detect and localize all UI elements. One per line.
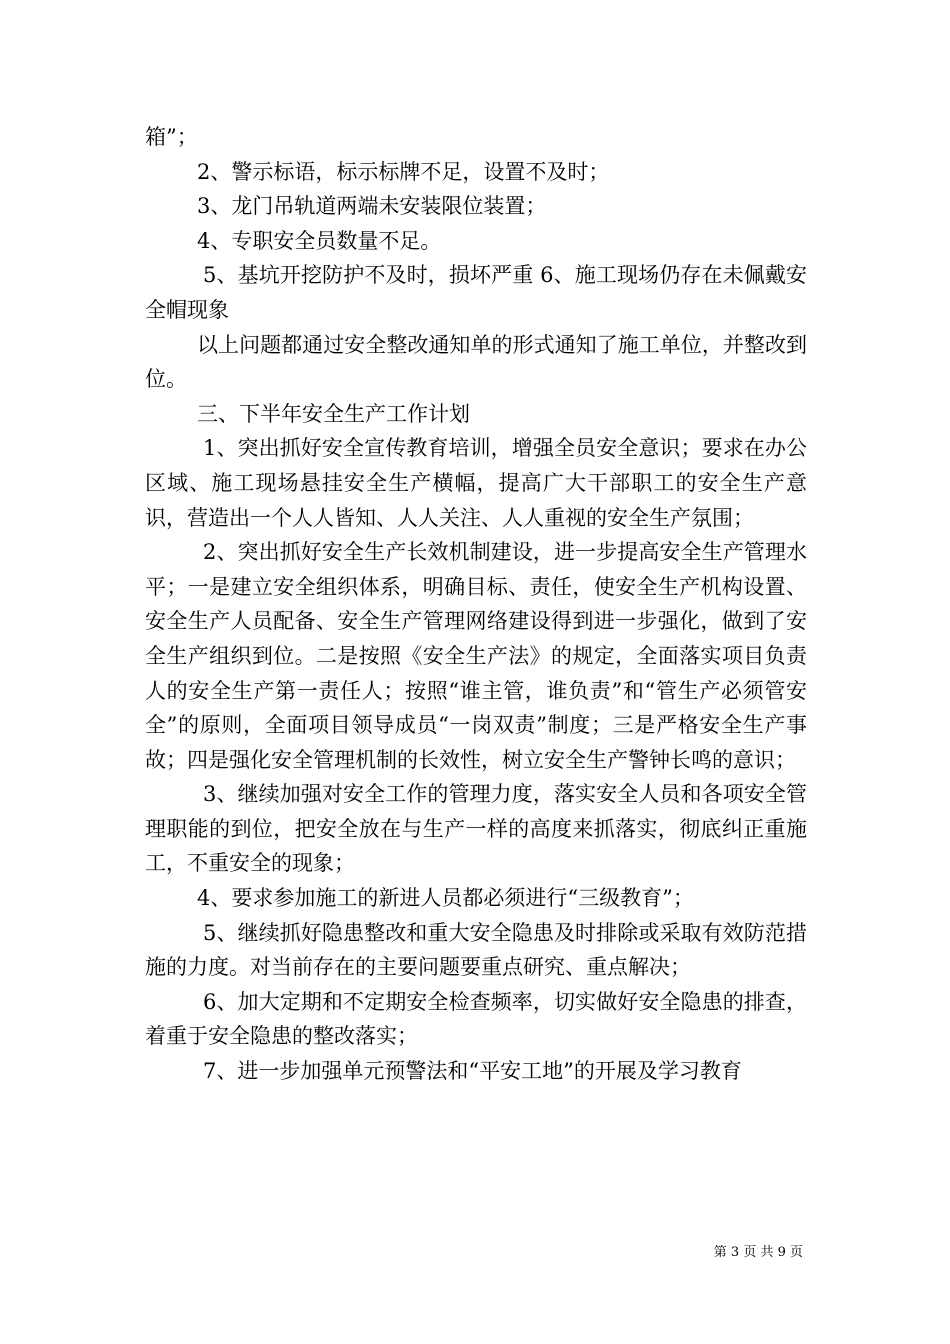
document-body (145, 120, 807, 1089)
plan-item-6: 6、加大定期和不定期安全检查频率，切实做好安全隐患的排查，着重于安全隐患的整改落实； (145, 989, 807, 1049)
section-heading-plan: 三、下半年安全生产工作计划 (197, 401, 470, 426)
issue-item-3: 3、龙门吊轨道两端未安装限位装置； (197, 194, 547, 219)
paragraph-continuation: 箱”； (145, 125, 198, 149)
page-number-footer: 第 3 页 共 9 页 (713, 1245, 803, 1260)
issue-item-5-6: 5、基坑开挖防护不及时，损坏严重 6、施工现场仍存在未佩戴安全帽现象 (145, 263, 807, 322)
plan-item-5: 5、继续抓好隐患整改和重大安全隐患及时排除或采取有效防范措施的力度。对当前存在的主要问题要重点研究、重点解决； (145, 920, 807, 980)
plan-item-7: 7、进一步加强单元预警法和“平安工地”的开展及学习教育 (203, 1059, 742, 1084)
plan-item-3: 3、继续加强对安全工作的管理力度，落实安全人员和各项安全管理职能的到位，把安全放在与生产一样的高度来抓落实，彻底纠正重施工，不重安全的现象； (145, 782, 807, 876)
issue-item-2: 2、警示标语，标示标牌不足，设置不及时； (197, 159, 610, 184)
issues-summary: 以上问题都通过安全整改通知单的形式通知了施工单位，并整改到位。 (145, 332, 807, 392)
plan-item-2: 2、突出抓好安全生产长效机制建设，进一步提高安全生产管理水平；一是建立安全组织体系，明确目标、责任，使安全生产机构设置、安全生产人员配备、安全生产管理网络建设得到进一步强化，做到了安全生产组织到位。二是按照《安全生产法》的规定，全面落实项目负责人的安全生产第一责任人；按照“谁主管，谁负责”和“管生产必须管安全”的原则，全面项目领导成员“一岗双责”制度；三是严格安全生产事故；四是强化安全管理机制的长效性，树立安全生产警钟长鸣的意识； (145, 540, 807, 772)
plan-item-4: 4、要求参加施工的新进人员都必须进行“三级教育”； (197, 886, 694, 911)
plan-item-1: 1、突出抓好安全宣传教育培训，增强全员安全意识；要求在办公区域、施工现场悬挂安全生产横幅，提高广大干部职工的安全生产意识，营造出一个人人皆知、人人关注、人人重视的安全生产氛围； (145, 436, 807, 530)
issue-item-4: 4、专职安全员数量不足。 (197, 228, 442, 253)
